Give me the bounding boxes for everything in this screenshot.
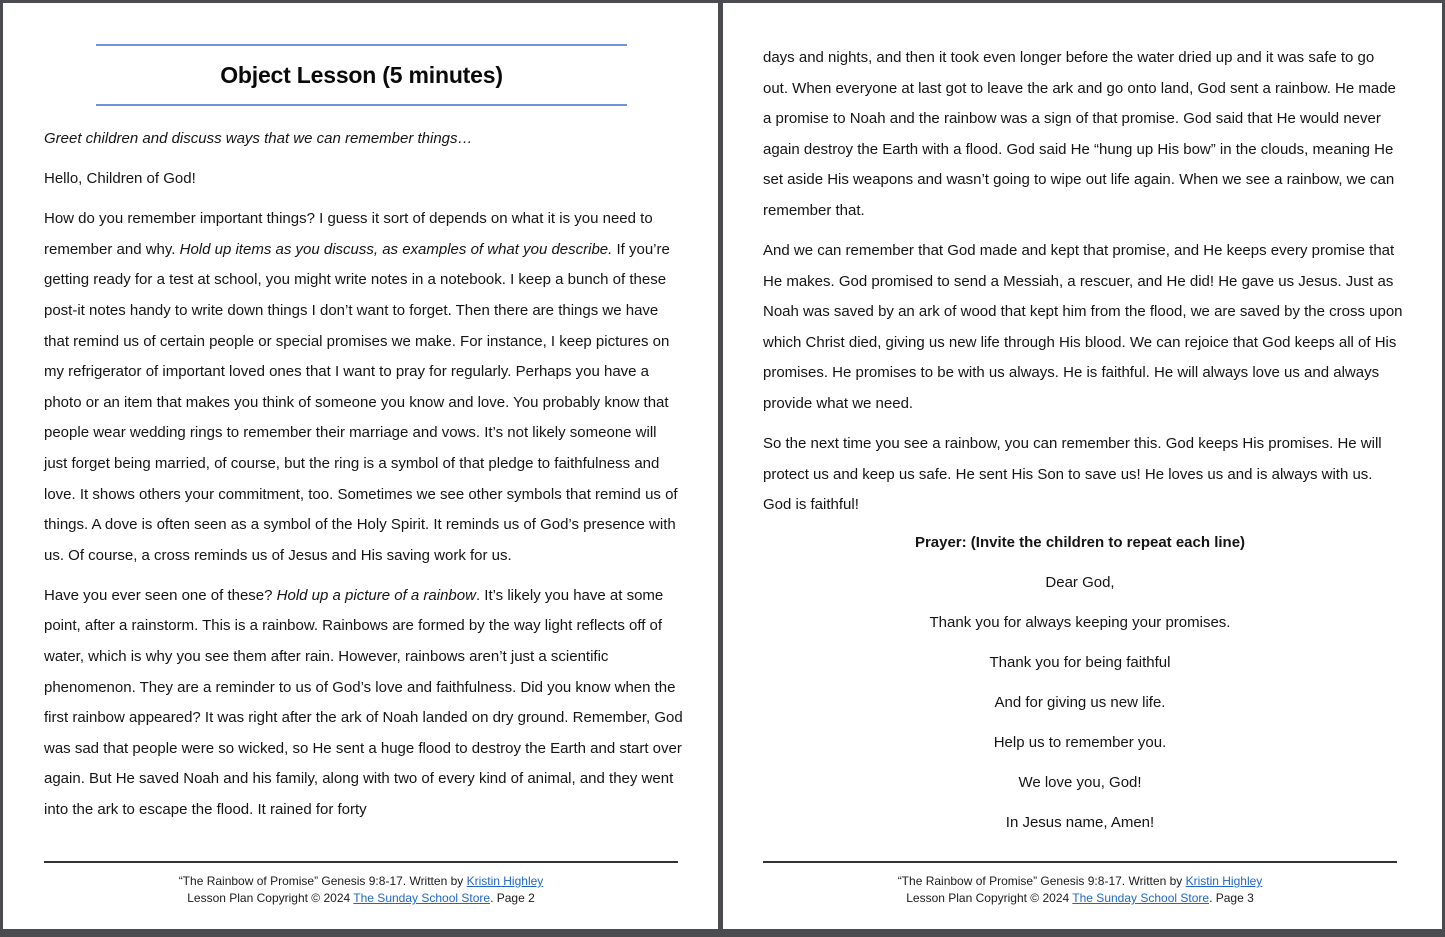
footer-line-2 <box>763 890 1397 907</box>
paragraph-text: How do you remember important things? I guess it sort of depends on what it is you need to remember and why. <box>44 210 653 258</box>
paragraph <box>44 124 684 155</box>
footer-line-2 <box>44 890 678 907</box>
paragraph-text: . It’s likely you have at some point, after a rainstorm. This is a rainbow. Rainbows are formed by the way light reflects off of water, which is why you see them after rain. However, rainbows aren’t just a scientific phenomenon. They are a reminder to us of God’s love and faithfulness. Did you know when the first rainbow appeared? It was right after the ark of Noah landed on dry ground. Remember, God was sad that people were so wicked, so He sent a huge flood to destroy the Earth and start over again. But He saved Noah and his family, along with two of every kind of animal, and they went into the ark to escape the flood. It rained for forty <box>44 586 683 818</box>
paragraph-text: And we can remember that God made and kept that promise, and He keeps every promise that He makes. God promised to send a Messiah, a rescuer, and He did! He gave us Jesus. Just as Noah was saved by an ark of wood that kept him from the flood, we are saved by the cross upon which Christ died, giving us new life through His blood. We can rejoice that God keeps all of His promises. He promises to be with us always. He is faithful. He will always love us and always provide what we need. <box>763 242 1403 413</box>
footer-line-1 <box>44 873 678 890</box>
left-page-body <box>44 124 684 835</box>
document-page-3 <box>723 3 1442 929</box>
paragraph-text: Have you ever seen one of these? <box>44 586 277 604</box>
paragraph <box>44 164 684 195</box>
prayer-line: Thank you for being faithful <box>989 654 1171 671</box>
prayer-heading: Prayer: (Invite the children to repeat each line) <box>914 534 1246 551</box>
prayer-line: Dear God, <box>1045 574 1115 591</box>
paragraph <box>763 43 1403 227</box>
page-footer <box>763 873 1397 907</box>
section-title-block <box>96 44 627 106</box>
footer-citation: “The Rainbow of Promise” Genesis 9:8-17. Written by <box>897 874 1186 888</box>
paragraph-text: If you’re getting ready for a test at school, you might write notes in a notebook. I keep a bunch of these post-it notes handy to write down things I don’t want to forget. Then there are things we have that remind us of certain people or special promises we make. For instance, I keep pictures on my refrigerator of important loved ones that I want to pray for regularly. Perhaps you have a photo or an item that makes you think of someone you know and love. You probably know that people wear wedding rings to remember their marriage and vows. It’s not likely someone will just forget being married, of course, but the ring is a symbol of that pledge to faithfulness and love. It shows others your commitment, too. Sometimes we see other symbols that remind us of things. A dove is often seen as a symbol of the Holy Spirit. It reminds us of God’s presence with us. Of course, a cross reminds us of Jesus and His saving work for us. <box>44 240 678 564</box>
paragraph <box>44 204 684 571</box>
paragraph-text: So the next time you see a rainbow, you can remember this. God keeps His promises. He will protect us and keep us safe. He sent His Son to save us! He loves us and is always with us. God is faithful! <box>763 435 1382 514</box>
section-title: Object Lesson (5 minutes) <box>220 61 503 88</box>
page-footer <box>44 873 678 907</box>
stage-direction: Greet children and discuss ways that we can remember things… <box>44 130 473 147</box>
footer-divider <box>44 861 678 863</box>
stage-direction: Hold up a picture of a rainbow <box>276 586 476 604</box>
author-link[interactable]: Kristin Highley <box>1185 874 1263 888</box>
paragraph <box>763 236 1403 420</box>
footer-line-1 <box>763 873 1397 890</box>
prayer-line: In Jesus name, Amen! <box>1005 814 1155 831</box>
prayer-section <box>763 531 1397 851</box>
prayer-line: We love you, God! <box>1018 774 1142 791</box>
prayer-line: Help us to remember you. <box>993 734 1167 751</box>
footer-copyright: Lesson Plan Copyright © 2024 <box>187 891 354 905</box>
right-page-body <box>763 43 1403 530</box>
author-link[interactable]: Kristin Highley <box>466 874 544 888</box>
prayer-line: Thank you for always keeping your promises. <box>929 614 1231 631</box>
paragraph-text: days and nights, and then it took even longer before the water dried up and it was safe to go out. When everyone at last got to leave the ark and go onto land, God sent a rainbow. He made a promise to Noah and the rainbow was a sign of that promise. God said that He would never again destroy the Earth with a flood. God said He “hung up His bow” in the clouds, meaning He set aside His weapons and wasn’t going to wipe out life again. When we see a rainbow, we can remember that. <box>763 49 1396 219</box>
stage-direction: Hold up items as you discuss, as examples of what you describe. <box>179 240 613 258</box>
store-link[interactable]: The Sunday School Store <box>353 891 491 905</box>
page-number: . Page 3 <box>1209 891 1254 905</box>
footer-citation: “The Rainbow of Promise” Genesis 9:8-17. Written by <box>178 874 467 888</box>
document-page-2 <box>3 3 718 929</box>
footer-divider <box>763 861 1397 863</box>
page-number: . Page 2 <box>490 891 535 905</box>
footer-copyright: Lesson Plan Copyright © 2024 <box>906 891 1073 905</box>
paragraph <box>763 429 1403 521</box>
store-link[interactable]: The Sunday School Store <box>1072 891 1210 905</box>
paragraph <box>44 581 684 826</box>
prayer-line: And for giving us new life. <box>994 694 1166 711</box>
greeting: Hello, Children of God! <box>44 170 196 188</box>
